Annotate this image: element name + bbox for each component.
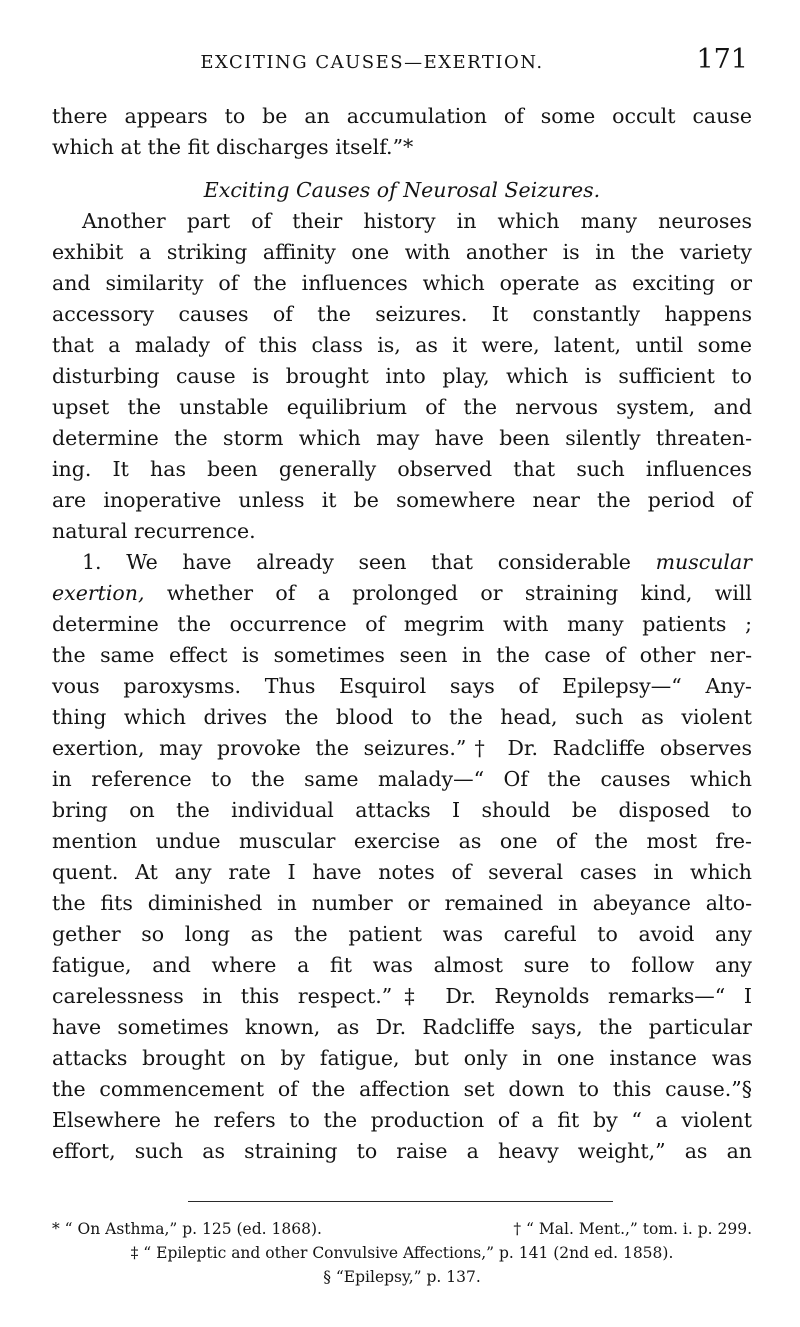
text-line: upset the unstable equilibrium of the nervous system, and	[52, 395, 752, 419]
text-line: exertion, may provoke the seizures.”† Dr. Radcliffe observes	[52, 736, 752, 760]
footnote-epileptic: ‡ “ Epileptic and other Convulsive Affections,” p. 141 (2nd ed. 1858).	[130, 1244, 674, 1262]
text-line: vous paroxysms. Thus Esquirol says of Epilepsy—“ Any-	[52, 674, 752, 698]
text-line: that a malady of this class is, as it were, latent, until some	[52, 333, 752, 357]
footnote-divider	[188, 1201, 613, 1202]
text-line: fatigue, and where a fit was almost sure to follow any	[52, 953, 752, 977]
text-line: there appears to be an accumulation of some occult cause	[52, 104, 752, 128]
text-line: determine the storm which may have been silently threaten-	[52, 426, 752, 450]
text-line: quent. At any rate I have notes of several cases in which	[52, 860, 752, 884]
section-heading: Exciting Causes of Neurosal Seizures.	[203, 178, 601, 202]
text-line: gether so long as the patient was careful to avoid any	[52, 922, 752, 946]
text-line: determine the occurrence of megrim with many patients ;	[52, 612, 752, 636]
footnote-mal-ment: † “ Mal. Ment.,” tom. i. p. 299.	[513, 1220, 752, 1238]
footnote-asthma: * “ On Asthma,” p. 125 (ed. 1868).	[52, 1220, 322, 1238]
text-line: mention undue muscular exercise as one of the most fre-	[52, 829, 752, 853]
text-line	[52, 578, 752, 609]
text-line: attacks brought on by fatigue, but only in one instance was	[52, 1046, 752, 1070]
text-line: have sometimes known, as Dr. Radcliffe says, the particular	[52, 1015, 752, 1039]
text-line: the fits diminished in number or remained in abeyance alto-	[52, 891, 752, 915]
text-run: whether of a prolonged or straining kind, will	[144, 581, 752, 605]
text-line: Elsewhere he refers to the production of a fit by “ a violent	[52, 1108, 752, 1132]
paragraph-muscular-exertion	[52, 547, 752, 1167]
text-line: disturbing cause is brought into play, which is sufficient to	[52, 364, 752, 388]
text-line: carelessness in this respect.”‡ Dr. Reynolds remarks—“ I	[52, 984, 752, 1008]
footnote-epilepsy: § “Epilepsy,” p. 137.	[323, 1268, 481, 1286]
text-line: thing which drives the blood to the head, such as violent	[52, 705, 752, 729]
text-run: 1. We have already seen that considerable	[82, 550, 656, 574]
text-line: exhibit a striking affinity one with another is in the variety	[52, 240, 752, 264]
running-head: EXCITING CAUSES—EXERTION.	[200, 52, 544, 73]
text-line	[52, 547, 752, 578]
emphasis-text: exertion,	[52, 581, 145, 605]
text-line: effort, such as straining to raise a heavy weight,” as an	[52, 1139, 752, 1163]
paragraph-exciting-causes	[52, 206, 752, 547]
text-line: Another part of their history in which many neuroses	[82, 209, 752, 233]
text-line: accessory causes of the seizures. It constantly happens	[52, 302, 752, 326]
text-line: natural recurrence.	[52, 519, 256, 543]
text-line: in reference to the same malady—“ Of the causes which	[52, 767, 752, 791]
page-number: 171	[696, 44, 748, 75]
text-line: and similarity of the influences which operate as exciting or	[52, 271, 752, 295]
emphasis-text: muscular	[655, 550, 752, 574]
body-text	[52, 101, 752, 1167]
text-line: the commencement of the affection set down to this cause.”§	[52, 1077, 752, 1101]
text-line: the same effect is sometimes seen in the case of other ner-	[52, 643, 752, 667]
text-line: are inoperative unless it be somewhere near the period of	[52, 488, 752, 512]
page-header	[52, 44, 752, 80]
text-line: bring on the individual attacks I should be disposed to	[52, 798, 752, 822]
text-line: which at the fit discharges itself.”*	[52, 135, 414, 159]
text-line: ing. It has been generally observed that such influences	[52, 457, 752, 481]
